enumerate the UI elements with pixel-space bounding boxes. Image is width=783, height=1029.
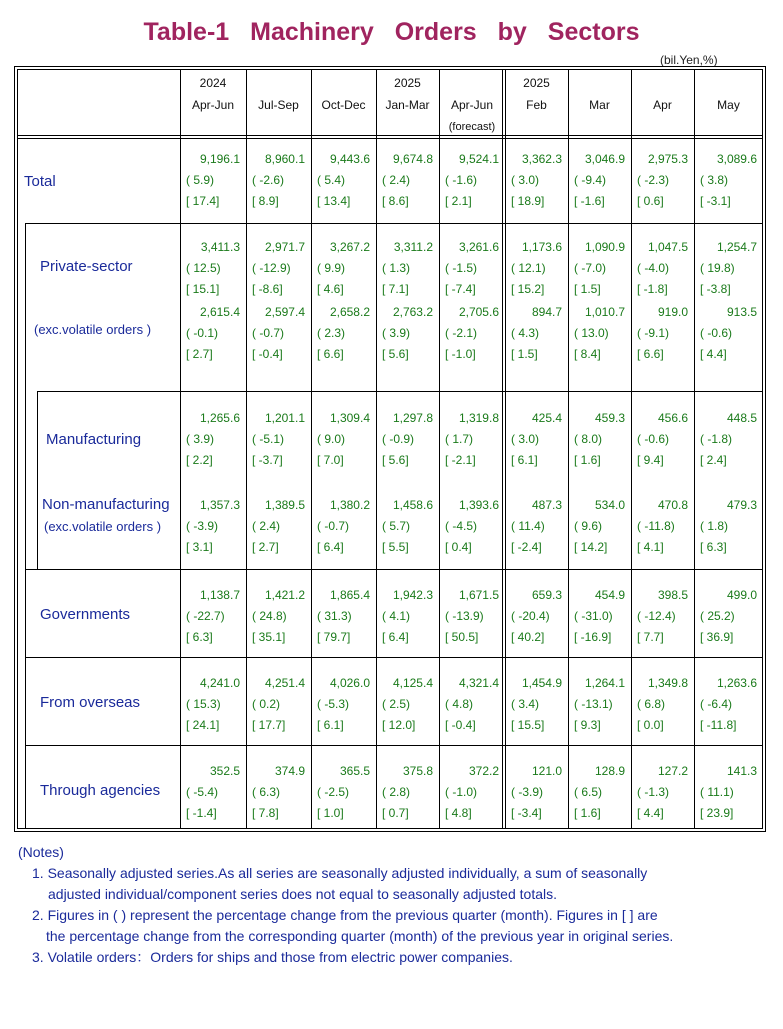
cell-value: 141.3 — [726, 764, 757, 778]
cell-yoy-change: [ 18.9] — [511, 194, 545, 208]
note-line-2: 2. Figures in ( ) represent the percentage change from the previous quarter (month). Figures in [ ] are — [32, 907, 658, 923]
notes-heading: (Notes) — [18, 844, 64, 860]
cell-value: 456.6 — [657, 411, 688, 425]
cell-yoy-change: [ 2.1] — [445, 194, 472, 208]
cell-prev-change: ( 3.8) — [700, 173, 729, 187]
cell-yoy-change: [ 6.4] — [382, 630, 409, 644]
cell-yoy-change: [ 0.7] — [382, 806, 409, 820]
grid-vline — [502, 69, 503, 829]
grid-vline — [694, 69, 695, 829]
cell-value: 1,047.5 — [647, 240, 688, 254]
grid-hline — [25, 657, 763, 658]
cell-yoy-change: [ 7.0] — [317, 453, 344, 467]
cell-yoy-change: [ 9.3] — [574, 718, 601, 732]
cell-yoy-change: [ -1.0] — [445, 347, 476, 361]
cell-prev-change: ( 9.0) — [317, 432, 346, 446]
cell-value: 8,960.1 — [264, 152, 305, 166]
grid-vline — [246, 69, 247, 829]
cell-prev-change: ( 2.5) — [382, 697, 411, 711]
cell-prev-change: ( 6.8) — [637, 697, 666, 711]
cell-yoy-change: [ 17.7] — [252, 718, 286, 732]
cell-yoy-change: [ -7.4] — [445, 282, 476, 296]
cell-value: 2,597.4 — [264, 305, 305, 319]
cell-value: 1,349.8 — [647, 676, 688, 690]
cell-value: 9,196.1 — [199, 152, 240, 166]
cell-yoy-change: [ -0.4] — [252, 347, 283, 361]
note-line-1b: adjusted individual/component series does not equal to seasonally adjusted totals. — [48, 886, 557, 902]
cell-yoy-change: [ 15.5] — [511, 718, 545, 732]
cell-value: 2,615.4 — [199, 305, 240, 319]
cell-value: 1,010.7 — [584, 305, 625, 319]
cell-value: 659.3 — [531, 588, 562, 602]
cell-prev-change: ( 3.9) — [186, 432, 215, 446]
cell-value: 9,524.1 — [458, 152, 499, 166]
cell-prev-change: ( -1.5) — [445, 261, 478, 275]
cell-prev-change: ( 9.9) — [317, 261, 346, 275]
cell-yoy-change: [ 40.2] — [511, 630, 545, 644]
cell-value: 9,443.6 — [329, 152, 370, 166]
cell-prev-change: ( 6.3) — [252, 785, 281, 799]
grid-vline — [180, 69, 181, 829]
header-year-2025-quarter: 2025 — [394, 76, 421, 90]
cell-value: 372.2 — [468, 764, 499, 778]
cell-prev-change: ( 8.0) — [574, 432, 603, 446]
cell-value: 1,454.9 — [521, 676, 562, 690]
cell-value: 2,763.2 — [392, 305, 433, 319]
cell-prev-change: ( -12.9) — [252, 261, 291, 275]
cell-prev-change: ( -2.5) — [317, 785, 350, 799]
cell-prev-change: ( 1.3) — [382, 261, 411, 275]
cell-value: 1,309.4 — [329, 411, 370, 425]
grid-vline — [311, 69, 312, 829]
cell-yoy-change: [ 3.1] — [186, 540, 213, 554]
cell-prev-change: ( 0.2) — [252, 697, 281, 711]
grid-hline — [25, 223, 763, 224]
cell-prev-change: ( -0.6) — [637, 432, 670, 446]
cell-prev-change: ( 5.7) — [382, 519, 411, 533]
header-col-6: Feb — [526, 98, 547, 112]
cell-prev-change: ( -22.7) — [186, 609, 225, 623]
cell-value: 398.5 — [657, 588, 688, 602]
cell-value: 894.7 — [531, 305, 562, 319]
cell-prev-change: ( -7.0) — [574, 261, 607, 275]
cell-value: 534.0 — [594, 498, 625, 512]
cell-yoy-change: [ -3.8] — [700, 282, 731, 296]
cell-value: 3,362.3 — [521, 152, 562, 166]
cell-prev-change: ( -0.6) — [700, 326, 733, 340]
cell-value: 9,674.8 — [392, 152, 433, 166]
cell-value: 128.9 — [594, 764, 625, 778]
grid-vline — [25, 223, 26, 829]
cell-value: 1,458.6 — [392, 498, 433, 512]
row-sublabel-non-manufacturing: (exc.volatile orders ) — [44, 519, 162, 534]
cell-prev-change: ( 9.6) — [574, 519, 603, 533]
cell-yoy-change: [ 14.2] — [574, 540, 608, 554]
cell-value: 4,251.4 — [264, 676, 305, 690]
cell-yoy-change: [ 6.3] — [700, 540, 727, 554]
cell-prev-change: ( -2.6) — [252, 173, 285, 187]
cell-yoy-change: [ 17.4] — [186, 194, 220, 208]
cell-prev-change: ( -4.5) — [445, 519, 478, 533]
cell-value: 4,321.4 — [458, 676, 499, 690]
cell-prev-change: ( 1.7) — [445, 432, 474, 446]
cell-yoy-change: [ -3.1] — [700, 194, 731, 208]
cell-prev-change: ( -12.4) — [637, 609, 676, 623]
cell-value: 127.2 — [657, 764, 688, 778]
cell-value: 3,089.6 — [716, 152, 757, 166]
cell-value: 1,264.1 — [584, 676, 625, 690]
cell-value: 374.9 — [274, 764, 305, 778]
cell-yoy-change: [ 6.6] — [637, 347, 664, 361]
cell-yoy-change: [ 4.8] — [445, 806, 472, 820]
note-line-3: 3. Volatile orders：Orders for ships and those from electric power companies. — [32, 949, 513, 965]
cell-value: 352.5 — [209, 764, 240, 778]
cell-value: 4,026.0 — [329, 676, 370, 690]
cell-value: 3,046.9 — [584, 152, 625, 166]
note-line-2b: the percentage change from the corresponding quarter (month) of the previous year in original series. — [46, 928, 674, 944]
cell-prev-change: ( 4.1) — [382, 609, 411, 623]
cell-prev-change: ( -0.9) — [382, 432, 415, 446]
cell-prev-change: ( 15.3) — [186, 697, 221, 711]
cell-yoy-change: [ 4.4] — [637, 806, 664, 820]
cell-yoy-change: [ 5.5] — [382, 540, 409, 554]
row-label-through-agencies: Through agencies — [40, 782, 161, 799]
cell-prev-change: ( 5.9) — [186, 173, 215, 187]
cell-prev-change: ( -5.1) — [252, 432, 285, 446]
cell-prev-change: ( 12.5) — [186, 261, 221, 275]
cell-value: 1,865.4 — [329, 588, 370, 602]
cell-value: 1,263.6 — [716, 676, 757, 690]
cell-value: 459.3 — [594, 411, 625, 425]
cell-yoy-change: [ -11.8] — [700, 718, 737, 732]
cell-yoy-change: [ 7.1] — [382, 282, 409, 296]
cell-prev-change: ( -5.4) — [186, 785, 219, 799]
cell-prev-change: ( 11.4) — [511, 519, 545, 533]
cell-yoy-change: [ 8.9] — [252, 194, 279, 208]
unit-label: (bil.Yen,%) — [660, 53, 718, 67]
header-col-4: Jan-Mar — [385, 98, 430, 112]
cell-value: 2,971.7 — [264, 240, 305, 254]
cell-yoy-change: [ -2.4] — [511, 540, 542, 554]
cell-yoy-change: [ 2.7] — [252, 540, 279, 554]
row-label-from-overseas: From overseas — [40, 694, 141, 711]
cell-prev-change: ( 6.5) — [574, 785, 603, 799]
cell-value: 1,319.8 — [458, 411, 499, 425]
cell-yoy-change: [ 1.0] — [317, 806, 344, 820]
cell-prev-change: ( -20.4) — [511, 609, 550, 623]
cell-yoy-change: [ 4.4] — [700, 347, 727, 361]
cell-prev-change: ( 13.0) — [574, 326, 609, 340]
cell-value: 919.0 — [657, 305, 688, 319]
cell-yoy-change: [ -1.8] — [637, 282, 668, 296]
cell-prev-change: ( 1.8) — [700, 519, 729, 533]
cell-yoy-change: [ 4.1] — [637, 540, 664, 554]
header-year-2024: 2024 — [199, 76, 227, 90]
cell-yoy-change: [ 23.9] — [700, 806, 734, 820]
cell-value: 425.4 — [531, 411, 562, 425]
header-col-7: Mar — [589, 98, 610, 112]
cell-yoy-change: [ 8.6] — [382, 194, 409, 208]
cell-yoy-change: [ 13.4] — [317, 194, 351, 208]
cell-prev-change: ( -13.9) — [445, 609, 484, 623]
cell-prev-change: ( 31.3) — [317, 609, 352, 623]
cell-yoy-change: [ 0.0] — [637, 718, 664, 732]
notes — [18, 842, 673, 968]
grid-hline — [25, 745, 763, 746]
cell-yoy-change: [ 7.8] — [252, 806, 279, 820]
cell-yoy-change: [ 35.1] — [252, 630, 286, 644]
cell-value: 1,138.7 — [199, 588, 240, 602]
cell-value: 2,975.3 — [647, 152, 688, 166]
cell-yoy-change: [ -1.6] — [574, 194, 605, 208]
header-col-9: May — [717, 98, 740, 112]
row-label-manufacturing: Manufacturing — [46, 431, 142, 448]
cell-prev-change: ( 2.3) — [317, 326, 346, 340]
cell-yoy-change: [ 0.6] — [637, 194, 664, 208]
cell-value: 375.8 — [402, 764, 433, 778]
cell-prev-change: ( -3.9) — [511, 785, 544, 799]
grid-vline — [37, 391, 38, 569]
cell-yoy-change: [ 50.5] — [445, 630, 479, 644]
cell-value: 454.9 — [594, 588, 625, 602]
cell-yoy-change: [ 1.6] — [574, 453, 601, 467]
cell-prev-change: ( -0.7) — [317, 519, 350, 533]
cell-prev-change: ( -6.4) — [700, 697, 733, 711]
cell-value: 2,705.6 — [458, 305, 499, 319]
grid-vline — [568, 69, 569, 829]
cell-yoy-change: [ 1.6] — [574, 806, 601, 820]
cell-yoy-change: [ -2.1] — [445, 453, 476, 467]
header-year-2025-month: 2025 — [523, 76, 550, 90]
cell-prev-change: ( 3.0) — [511, 432, 540, 446]
grid-vline — [631, 69, 632, 829]
cell-prev-change: ( 4.8) — [445, 697, 474, 711]
cell-value: 121.0 — [531, 764, 562, 778]
cell-yoy-change: [ 5.6] — [382, 347, 409, 361]
cell-prev-change: ( 12.1) — [511, 261, 546, 275]
header-col-8: Apr — [653, 98, 672, 112]
cell-prev-change: ( -9.4) — [574, 173, 607, 187]
cell-yoy-change: [ 6.1] — [317, 718, 344, 732]
cell-prev-change: ( -13.1) — [574, 697, 613, 711]
cell-yoy-change: [ 24.1] — [186, 718, 220, 732]
cell-value: 1,671.5 — [458, 588, 499, 602]
cell-prev-change: ( 2.4) — [252, 519, 281, 533]
cell-value: 1,421.2 — [264, 588, 305, 602]
cell-value: 365.5 — [339, 764, 370, 778]
row-label-total: Total — [24, 173, 56, 190]
row-label-private-sector: Private-sector — [40, 258, 133, 275]
cell-prev-change: ( -1.8) — [700, 432, 733, 446]
header-col-5: Apr-Jun — [450, 98, 494, 112]
cell-prev-change: ( -9.1) — [637, 326, 670, 340]
grid-vline — [376, 69, 377, 829]
row-label-exc-volatile: (exc.volatile orders ) — [34, 322, 152, 337]
cell-value: 1,265.6 — [199, 411, 240, 425]
cell-prev-change: ( -11.8) — [637, 519, 675, 533]
cell-prev-change: ( 5.4) — [317, 173, 346, 187]
cell-prev-change: ( 19.8) — [700, 261, 735, 275]
cell-yoy-change: [ -8.6] — [252, 282, 283, 296]
cell-yoy-change: [ -3.4] — [511, 806, 542, 820]
cell-yoy-change: [ 1.5] — [511, 347, 538, 361]
row-label-governments: Governments — [40, 606, 131, 623]
cell-yoy-change: [ 6.1] — [511, 453, 538, 467]
cell-prev-change: ( -5.3) — [317, 697, 350, 711]
cell-yoy-change: [ 5.6] — [382, 453, 409, 467]
cell-prev-change: ( -1.3) — [637, 785, 670, 799]
cell-prev-change: ( 3.0) — [511, 173, 540, 187]
header-col-1: Apr-Jun — [191, 98, 235, 112]
cell-yoy-change: [ 15.2] — [511, 282, 545, 296]
cell-yoy-change: [ 36.9] — [700, 630, 734, 644]
cell-value: 1,254.7 — [716, 240, 757, 254]
cell-value: 1,173.6 — [521, 240, 562, 254]
cell-yoy-change: [ -1.4] — [186, 806, 217, 820]
cell-yoy-change: [ 4.6] — [317, 282, 344, 296]
cell-yoy-change: [ 0.4] — [445, 540, 472, 554]
note-line-1: 1. Seasonally adjusted series.As all series are seasonally adjusted individually, a sum of seasonally — [32, 865, 648, 881]
cell-yoy-change: [ -3.7] — [252, 453, 283, 467]
cell-value: 448.5 — [726, 411, 757, 425]
cell-prev-change: ( 4.3) — [511, 326, 540, 340]
cell-yoy-change: [ 12.0] — [382, 718, 416, 732]
grid-hline — [17, 138, 763, 139]
header-col-2: Jul-Sep — [258, 98, 299, 112]
cell-yoy-change: [ 7.7] — [637, 630, 664, 644]
cell-value: 470.8 — [657, 498, 688, 512]
header-forecast: (forecast) — [448, 121, 496, 133]
cell-value: 2,658.2 — [329, 305, 370, 319]
cell-yoy-change: [ 2.7] — [186, 347, 213, 361]
grid-hline — [17, 135, 763, 136]
cell-prev-change: ( -0.1) — [186, 326, 219, 340]
cell-prev-change: ( -2.1) — [445, 326, 478, 340]
cell-value: 499.0 — [726, 588, 757, 602]
row-label-non-manufacturing: Non-manufacturing — [42, 496, 170, 513]
cell-value: 3,267.2 — [329, 240, 370, 254]
cell-prev-change: ( 3.9) — [382, 326, 411, 340]
cell-value: 1,942.3 — [392, 588, 433, 602]
grid-hline — [25, 569, 763, 570]
page-title: Table-1 Machinery Orders by Sectors — [143, 18, 640, 46]
cell-value: 487.3 — [531, 498, 562, 512]
cell-prev-change: ( 24.8) — [252, 609, 287, 623]
cell-value: 1,393.6 — [458, 498, 499, 512]
cell-yoy-change: [ 9.4] — [637, 453, 664, 467]
cell-value: 3,411.3 — [200, 240, 240, 254]
cell-yoy-change: [ 2.2] — [186, 453, 213, 467]
cell-prev-change: ( -0.7) — [252, 326, 285, 340]
cell-prev-change: ( 11.1) — [700, 785, 734, 799]
cell-yoy-change: [ 1.5] — [574, 282, 601, 296]
cell-yoy-change: [ -16.9] — [574, 630, 612, 644]
cell-yoy-change: [ 6.4] — [317, 540, 344, 554]
cell-yoy-change: [ 6.3] — [186, 630, 213, 644]
cell-value: 3,261.6 — [458, 240, 499, 254]
cell-prev-change: ( 3.4) — [511, 697, 540, 711]
cell-prev-change: ( -4.0) — [637, 261, 670, 275]
cell-value: 1,201.1 — [264, 411, 305, 425]
cell-value: 479.3 — [726, 498, 757, 512]
cell-prev-change: ( -1.6) — [445, 173, 478, 187]
cell-value: 4,241.0 — [199, 676, 240, 690]
cell-prev-change: ( 2.4) — [382, 173, 411, 187]
cell-value: 3,311.2 — [393, 240, 433, 254]
cell-yoy-change: [ 8.4] — [574, 347, 601, 361]
cell-value: 1,380.2 — [329, 498, 370, 512]
grid-vline — [439, 69, 440, 829]
cell-prev-change: ( -2.3) — [637, 173, 670, 187]
cell-value: 1,389.5 — [264, 498, 305, 512]
cell-value: 913.5 — [726, 305, 757, 319]
cell-prev-change: ( 25.2) — [700, 609, 735, 623]
cell-prev-change: ( -31.0) — [574, 609, 613, 623]
cell-value: 1,297.8 — [392, 411, 433, 425]
cell-prev-change: ( 2.8) — [382, 785, 411, 799]
cell-yoy-change: [ 79.7] — [317, 630, 351, 644]
cell-value: 1,090.9 — [584, 240, 625, 254]
cell-yoy-change: [ 6.6] — [317, 347, 344, 361]
cell-prev-change: ( -1.0) — [445, 785, 478, 799]
cell-yoy-change: [ 2.4] — [700, 453, 727, 467]
cell-yoy-change: [ -0.4] — [445, 718, 476, 732]
cell-prev-change: ( -3.9) — [186, 519, 219, 533]
grid-vline — [505, 69, 506, 829]
grid-hline — [37, 391, 763, 392]
cell-value: 1,357.3 — [199, 498, 240, 512]
cell-yoy-change: [ 15.1] — [186, 282, 220, 296]
header-col-3: Oct-Dec — [321, 98, 366, 112]
cell-value: 4,125.4 — [392, 676, 433, 690]
